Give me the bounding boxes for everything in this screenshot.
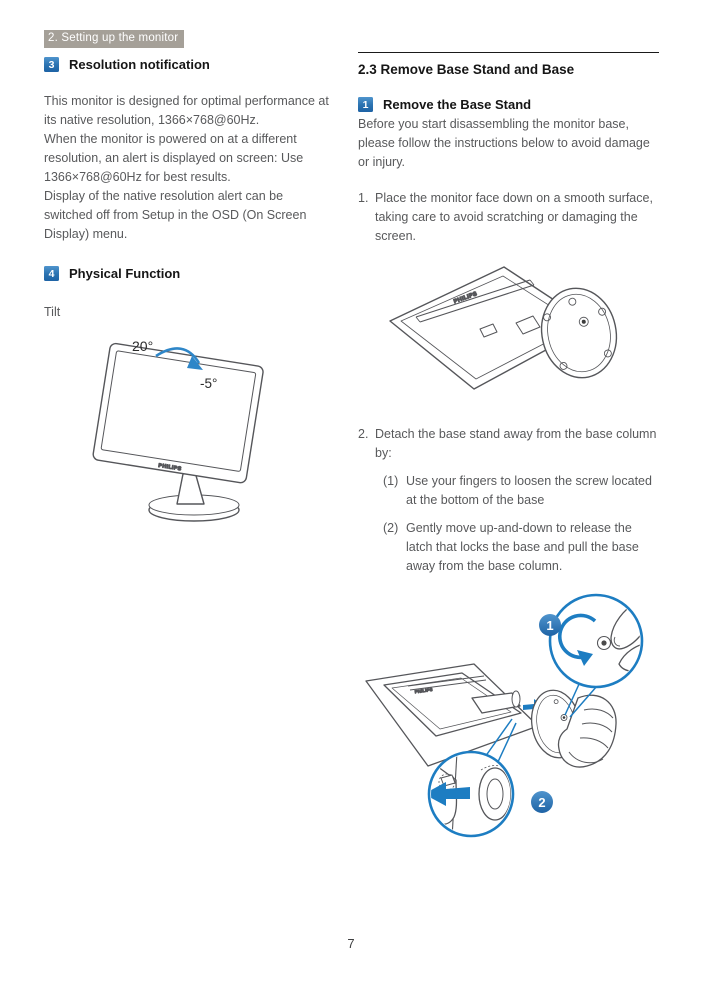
brand-label: PHILIPS (157, 462, 183, 473)
substep-1-text: Use your fingers to loosen the screw located at the bottom of the base (406, 474, 652, 507)
step-2-number: 2. (358, 427, 369, 441)
section-rule (358, 52, 659, 53)
section-heading-resolution (44, 57, 332, 72)
section-number-badge-1: 1 (358, 97, 373, 112)
paragraph-sentence: Display of the native resolution alert can be switched off from Setup in the OSD (On Screen Display) menu. (44, 189, 307, 241)
section-title-physical: Physical Function (69, 266, 181, 281)
section-title-resolution: Resolution notification (69, 57, 210, 72)
section-number-badge-4: 4 (44, 266, 59, 281)
remove-intro-paragraph: Before you start disassembling the monitor base, please follow the instructions below to avoid damage or injury. (358, 117, 650, 169)
section-title-2-3: 2.3 Remove Base Stand and Base (358, 62, 575, 77)
step-2-item (358, 425, 659, 463)
brand-label: PHILIPS (453, 291, 479, 306)
tilt-angle-up-label: 20° (132, 338, 154, 354)
subsection-heading-remove (358, 97, 659, 112)
callout-1-number: 1 (546, 618, 554, 633)
monitor-frame (92, 343, 264, 484)
step-2-text: Detach the base stand away from the base column by: (375, 427, 657, 460)
callout-2-number: 2 (538, 795, 546, 810)
paragraph-sentence: This monitor is designed for optimal performance at its native resolution, 1366×768@60Hz. (44, 94, 329, 127)
resolution-paragraph (44, 92, 332, 244)
step-1-number: 1. (358, 191, 369, 205)
right-column (358, 45, 659, 848)
subsection-title-remove: Remove the Base Stand (383, 97, 532, 112)
section-number-badge-3: 3 (44, 57, 59, 72)
substep-1-item (383, 472, 659, 510)
tilt-label: Tilt (44, 305, 61, 319)
left-column (44, 57, 332, 528)
base-removal-illustration (364, 586, 664, 848)
substep-2-item (383, 519, 659, 576)
chapter-header-badge: 2. Setting up the monitor (44, 30, 184, 48)
paragraph-sentence: When the monitor is powered on at a different resolution, an alert is displayed on screen: Use 1366×768@60Hz for best results. (44, 132, 304, 184)
substep-2-text: Gently move up-and-down to release the latch that locks the base and pull the base away from the base column. (406, 521, 639, 573)
tilt-angle-down-label: -5° (200, 376, 218, 391)
substep-2-number: (2) (383, 521, 399, 535)
step-1-text: Place the monitor face down on a smooth surface, taking care to avoid scratching or damaging the screen. (375, 191, 653, 243)
substep-1-number: (1) (383, 474, 399, 488)
face-down-monitor-illustration (382, 259, 662, 411)
page-number: 7 (347, 936, 355, 951)
section-heading-physical (44, 266, 332, 281)
tilt-illustration (82, 332, 297, 528)
step-1-item (358, 189, 659, 246)
brand-label: PHILIPS (414, 686, 434, 695)
